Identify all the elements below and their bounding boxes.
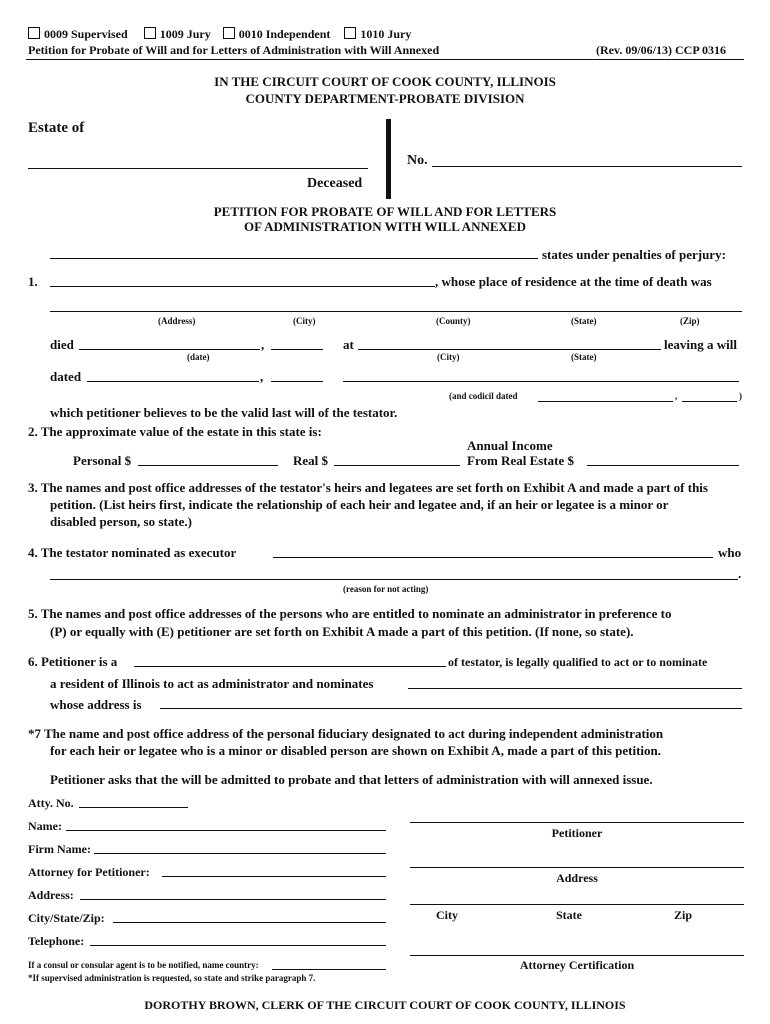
attorney-for-label: Attorney for Petitioner: [28,865,150,879]
petitioner-name-field[interactable] [50,258,538,259]
form-title: Petition for Probate of Will and for Letters of Administration with Will Annexed [28,43,440,57]
address-label: (Address) [158,316,196,326]
para-4-text: 4. The testator nominated as executor [28,545,237,560]
attorney-address-field[interactable] [80,899,386,900]
para-6-text: 6. Petitioner is a [28,654,118,669]
comma: , [260,369,264,384]
firm-name-label: Firm Name: [28,842,91,856]
firm-name-field[interactable] [94,853,386,854]
para-2-text: 2. The approximate value of the estate in this state is: [28,424,322,439]
death-year-field[interactable] [271,349,323,350]
case-type-options [28,27,411,42]
residence-address-field[interactable] [50,311,742,312]
petitioner-label: Petitioner [551,826,603,840]
clerk-footer: DOROTHY BROWN, CLERK OF THE CIRCUIT COURT OF COOK COUNTY, ILLINOIS [144,998,626,1012]
personal-value-field[interactable] [138,465,278,466]
case-number-label: No. [407,153,428,168]
supervised-checkbox[interactable] [28,27,128,41]
from-real-estate-label: From Real Estate $ [467,453,574,468]
codicil-label: (and codicil dated [449,391,518,401]
death-place-field[interactable] [358,349,661,350]
para-3-line2: petition. (List heirs first, indicate the relationship of each heir and legatee and, if an heir or legatee is a minor or [50,497,669,512]
state-label: (State) [571,316,597,326]
will-extra-field[interactable] [343,381,739,382]
jury-1010-label: 1010 Jury [360,27,412,41]
jury-1009-label: 1009 Jury [159,27,211,41]
sig-state-label: State [556,908,582,922]
city-label: (City) [293,316,316,326]
nominates-text: a resident of Illinois to act as administrator and nominates [50,676,374,691]
death-city-label: (City) [437,352,460,362]
consul-country-field[interactable] [272,969,386,970]
death-date-field[interactable] [79,349,260,350]
caption-divider [386,119,391,199]
para-5-line1: 5. The names and post office addresses of the persons who are entitled to nominate an administrator in preference to [28,606,672,621]
petition-title-line2: OF ADMINISTRATION WITH WILL ANNEXED [244,219,526,234]
will-year-field[interactable] [271,381,323,382]
relationship-field[interactable] [134,666,446,667]
para-7-line1: *7 The name and post office address of the personal fiduciary designated to act during independent administration [28,726,664,741]
court-division: COUNTY DEPARTMENT-PROBATE DIVISION [245,91,525,106]
perjury-statement: states under penalties of perjury: [542,247,726,262]
telephone-label: Telephone: [28,934,85,948]
nominee-name-field[interactable] [408,688,742,689]
petitioner-address-label: Address [556,871,598,885]
comma: , [261,337,265,352]
nominee-address-field[interactable] [160,708,742,709]
petitioner-signature-field[interactable] [410,822,744,823]
petition-request: Petitioner asks that the will be admitted to probate and that letters of administration with will annexed issue. [50,772,653,787]
independent-label: 0010 Independent [238,27,331,41]
at-label: at [343,337,354,352]
court-name: IN THE CIRCUIT COURT OF COOK COUNTY, ILLINOIS [214,74,556,89]
reason-label: (reason for not acting) [343,584,429,594]
who-label: who [718,545,742,560]
personal-label: Personal $ [73,453,132,468]
deceased-label: Deceased [307,176,363,191]
death-state-label: (State) [571,352,597,362]
petition-title-line1: PETITION FOR PROBATE OF WILL AND FOR LETTERS [213,204,557,219]
para-3-line3: disabled person, so state.) [50,514,192,529]
executor-name-field[interactable] [273,557,713,558]
real-label: Real $ [293,453,329,468]
annual-income-label: Annual Income [467,438,553,453]
zip-label: (Zip) [680,316,700,326]
testator-name-field[interactable] [50,286,435,287]
paren: ) [739,391,742,401]
attorney-for-field[interactable] [162,876,386,877]
dated-label: dated [50,369,82,384]
para-5-line2: (P) or equally with (E) petitioner are set forth on Exhibit A made a part of this petition. (If none, so state). [50,624,634,639]
date-label: (date) [187,352,210,362]
attorney-name-label: Name: [28,819,62,833]
header-rule [26,59,744,60]
attorney-certification-label: Attorney Certification [519,958,635,972]
supervised-label: 0009 Supervised [44,27,128,41]
real-value-field[interactable] [334,465,460,466]
valid-will-statement: which petitioner believes to be the valid last will of the testator. [50,405,398,420]
period: . [738,566,742,581]
reason-field[interactable] [50,579,738,580]
supervised-footnote: *If supervised administration is requested, so state and strike paragraph 7. [28,973,316,983]
county-label: (County) [436,316,471,326]
city-state-zip-label: City/State/Zip: [28,911,105,925]
sig-city-label: City [436,908,458,922]
decedent-name-field[interactable] [28,168,368,169]
codicil-year-field[interactable] [682,401,737,402]
revision-code: (Rev. 09/06/13) CCP 0316 [596,43,726,57]
independent-checkbox[interactable] [223,27,331,41]
jury-1009-checkbox[interactable] [144,27,211,41]
died-label: died [50,337,74,352]
sig-zip-label: Zip [674,908,693,922]
comma: , [675,391,678,401]
case-number-field[interactable] [432,166,742,167]
income-value-field[interactable] [587,465,739,466]
codicil-date-field[interactable] [538,401,673,402]
para-3-line1: 3. The names and post office addresses of the testator's heirs and legatees are set forth on Exhibit A and made a part of this [28,480,708,495]
para-1-number: 1. [28,274,38,289]
petitioner-city-state-zip-field[interactable] [410,904,744,905]
attorney-name-field[interactable] [66,830,386,831]
estate-of-label: Estate of [28,120,85,136]
attorney-address-label: Address: [28,888,74,902]
leaving-will-label: leaving a will [664,337,737,352]
whose-address-label: whose address is [50,697,142,712]
residence-text: , whose place of residence at the time of death was [435,274,712,289]
telephone-field[interactable] [90,945,386,946]
attorney-certification-field[interactable] [410,955,744,956]
petitioner-address-field[interactable] [410,867,744,868]
consul-label: If a consul or consular agent is to be notified, name country: [28,960,259,970]
city-state-zip-field[interactable] [113,922,386,923]
atty-no-field[interactable] [79,807,188,808]
qualified-text: of testator, is legally qualified to act or to nominate [448,655,708,669]
para-7-line2: for each heir or legatee who is a minor or disabled person are shown on Exhibit A, made a part of this petition. [50,743,662,758]
will-date-field[interactable] [87,381,259,382]
atty-no-label: Atty. No. [28,796,74,810]
jury-1010-checkbox[interactable] [344,27,411,41]
